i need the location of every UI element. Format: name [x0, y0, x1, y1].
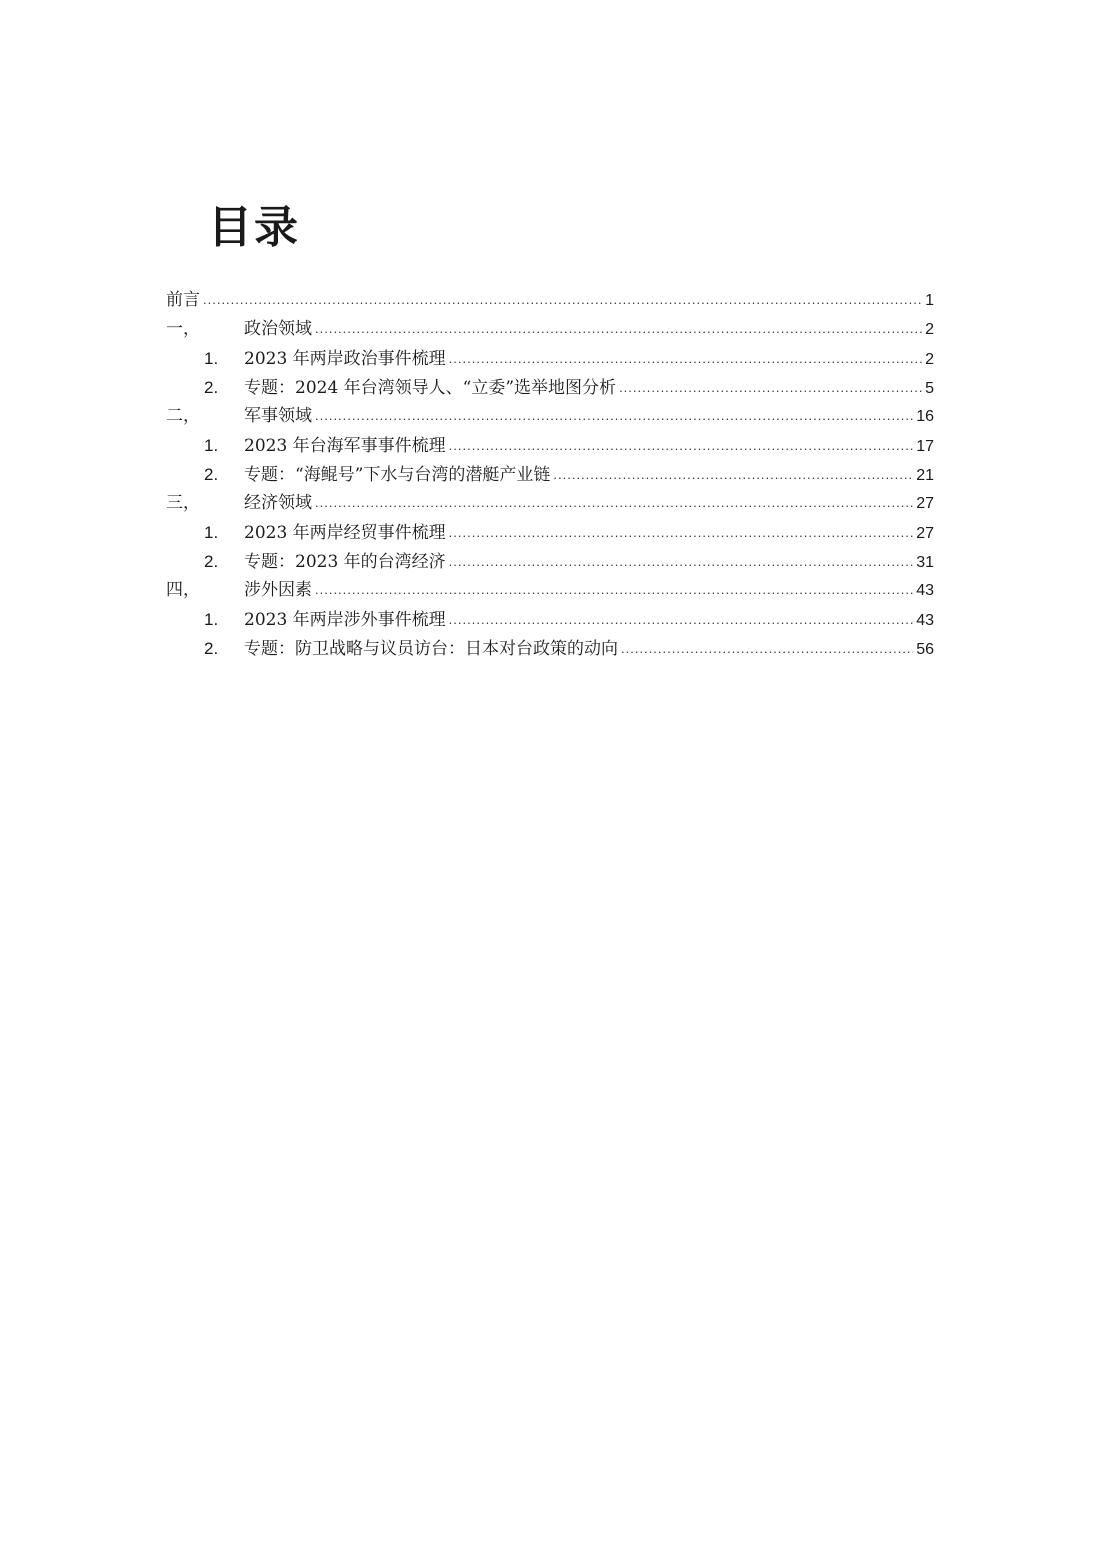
toc-entry-politics[interactable]	[166, 315, 934, 344]
toc-page-number: 27	[916, 525, 934, 542]
toc-subsection-number: 2.	[204, 378, 219, 397]
toc-dot-leader	[315, 488, 913, 517]
toc-entry-foreign-1[interactable]	[166, 605, 934, 634]
toc-entry-text: 2023 年两岸涉外事件梳理	[244, 610, 446, 630]
toc-page-number: 17	[916, 438, 934, 455]
toc-dot-leader	[553, 460, 913, 489]
toc-entry-politics-1[interactable]	[166, 344, 934, 373]
table-of-contents	[166, 286, 934, 663]
toc-subsection-number: 2.	[204, 639, 219, 658]
toc-entry-text: 前言	[166, 290, 200, 310]
toc-page-number: 27	[916, 495, 934, 512]
toc-page-number: 1	[925, 292, 934, 309]
toc-dot-leader	[315, 401, 913, 430]
toc-entry-text: 专题：2023 年的台湾经济	[244, 552, 446, 572]
toc-dot-leader	[315, 575, 913, 604]
toc-entry-foreign-2[interactable]	[166, 634, 934, 663]
toc-subsection-number: 1.	[204, 436, 219, 455]
toc-dot-leader	[449, 518, 914, 547]
toc-dot-leader	[449, 431, 914, 460]
toc-subsection-number: 1.	[204, 610, 219, 629]
toc-entry-military[interactable]	[166, 402, 934, 431]
toc-entry-text: 专题：2024 年台湾领导人、“立委”选举地图分析	[244, 378, 617, 398]
toc-entry-text: 2023 年两岸经贸事件梳理	[244, 523, 446, 543]
toc-title: 目录	[208, 202, 300, 253]
toc-dot-leader	[621, 634, 913, 663]
toc-entry-economy-1[interactable]	[166, 518, 934, 547]
toc-section-number: 四，	[166, 580, 200, 600]
toc-subsection-number: 1.	[204, 523, 219, 542]
toc-subsection-number: 1.	[204, 349, 219, 368]
toc-page-number: 31	[916, 554, 934, 571]
toc-entry-politics-2[interactable]	[166, 373, 934, 402]
toc-entry-preface[interactable]	[166, 286, 934, 315]
toc-page-number: 43	[916, 612, 934, 629]
toc-page-number: 2	[925, 351, 934, 368]
toc-entry-text: 军事领域	[244, 406, 312, 426]
toc-entry-military-1[interactable]	[166, 431, 934, 460]
toc-subsection-number: 2.	[204, 552, 219, 571]
toc-section-number: 二，	[166, 406, 200, 426]
toc-page-number: 16	[916, 408, 934, 425]
toc-dot-leader	[449, 344, 922, 373]
toc-entry-economy-2[interactable]	[166, 547, 934, 576]
toc-page-number: 2	[925, 321, 934, 338]
toc-entry-text: 经济领域	[244, 493, 312, 513]
toc-section-number: 三，	[166, 493, 200, 513]
toc-entry-military-2[interactable]	[166, 460, 934, 489]
toc-entry-text: 政治领域	[244, 319, 312, 339]
toc-entry-text: 专题：防卫战略与议员访台：日本对台政策的动向	[244, 639, 618, 659]
toc-page-number: 5	[925, 380, 934, 397]
toc-entry-foreign[interactable]	[166, 576, 934, 605]
toc-subsection-number: 2.	[204, 465, 219, 484]
toc-entry-economy[interactable]	[166, 489, 934, 518]
toc-entry-text: 2023 年台海军事事件梳理	[244, 436, 446, 456]
toc-dot-leader	[315, 314, 922, 343]
toc-entry-text: 专题：“海鲲号”下水与台湾的潜艇产业链	[244, 465, 551, 485]
toc-dot-leader	[449, 605, 914, 634]
toc-entry-text: 2023 年两岸政治事件梳理	[244, 349, 446, 369]
toc-page-number: 43	[916, 582, 934, 599]
toc-section-number: 一，	[166, 319, 200, 339]
toc-page-number: 21	[916, 467, 934, 484]
toc-page-number: 56	[916, 641, 934, 658]
toc-dot-leader	[619, 373, 922, 402]
toc-entry-text: 涉外因素	[244, 580, 312, 600]
toc-dot-leader	[203, 285, 922, 314]
toc-dot-leader	[449, 547, 914, 576]
